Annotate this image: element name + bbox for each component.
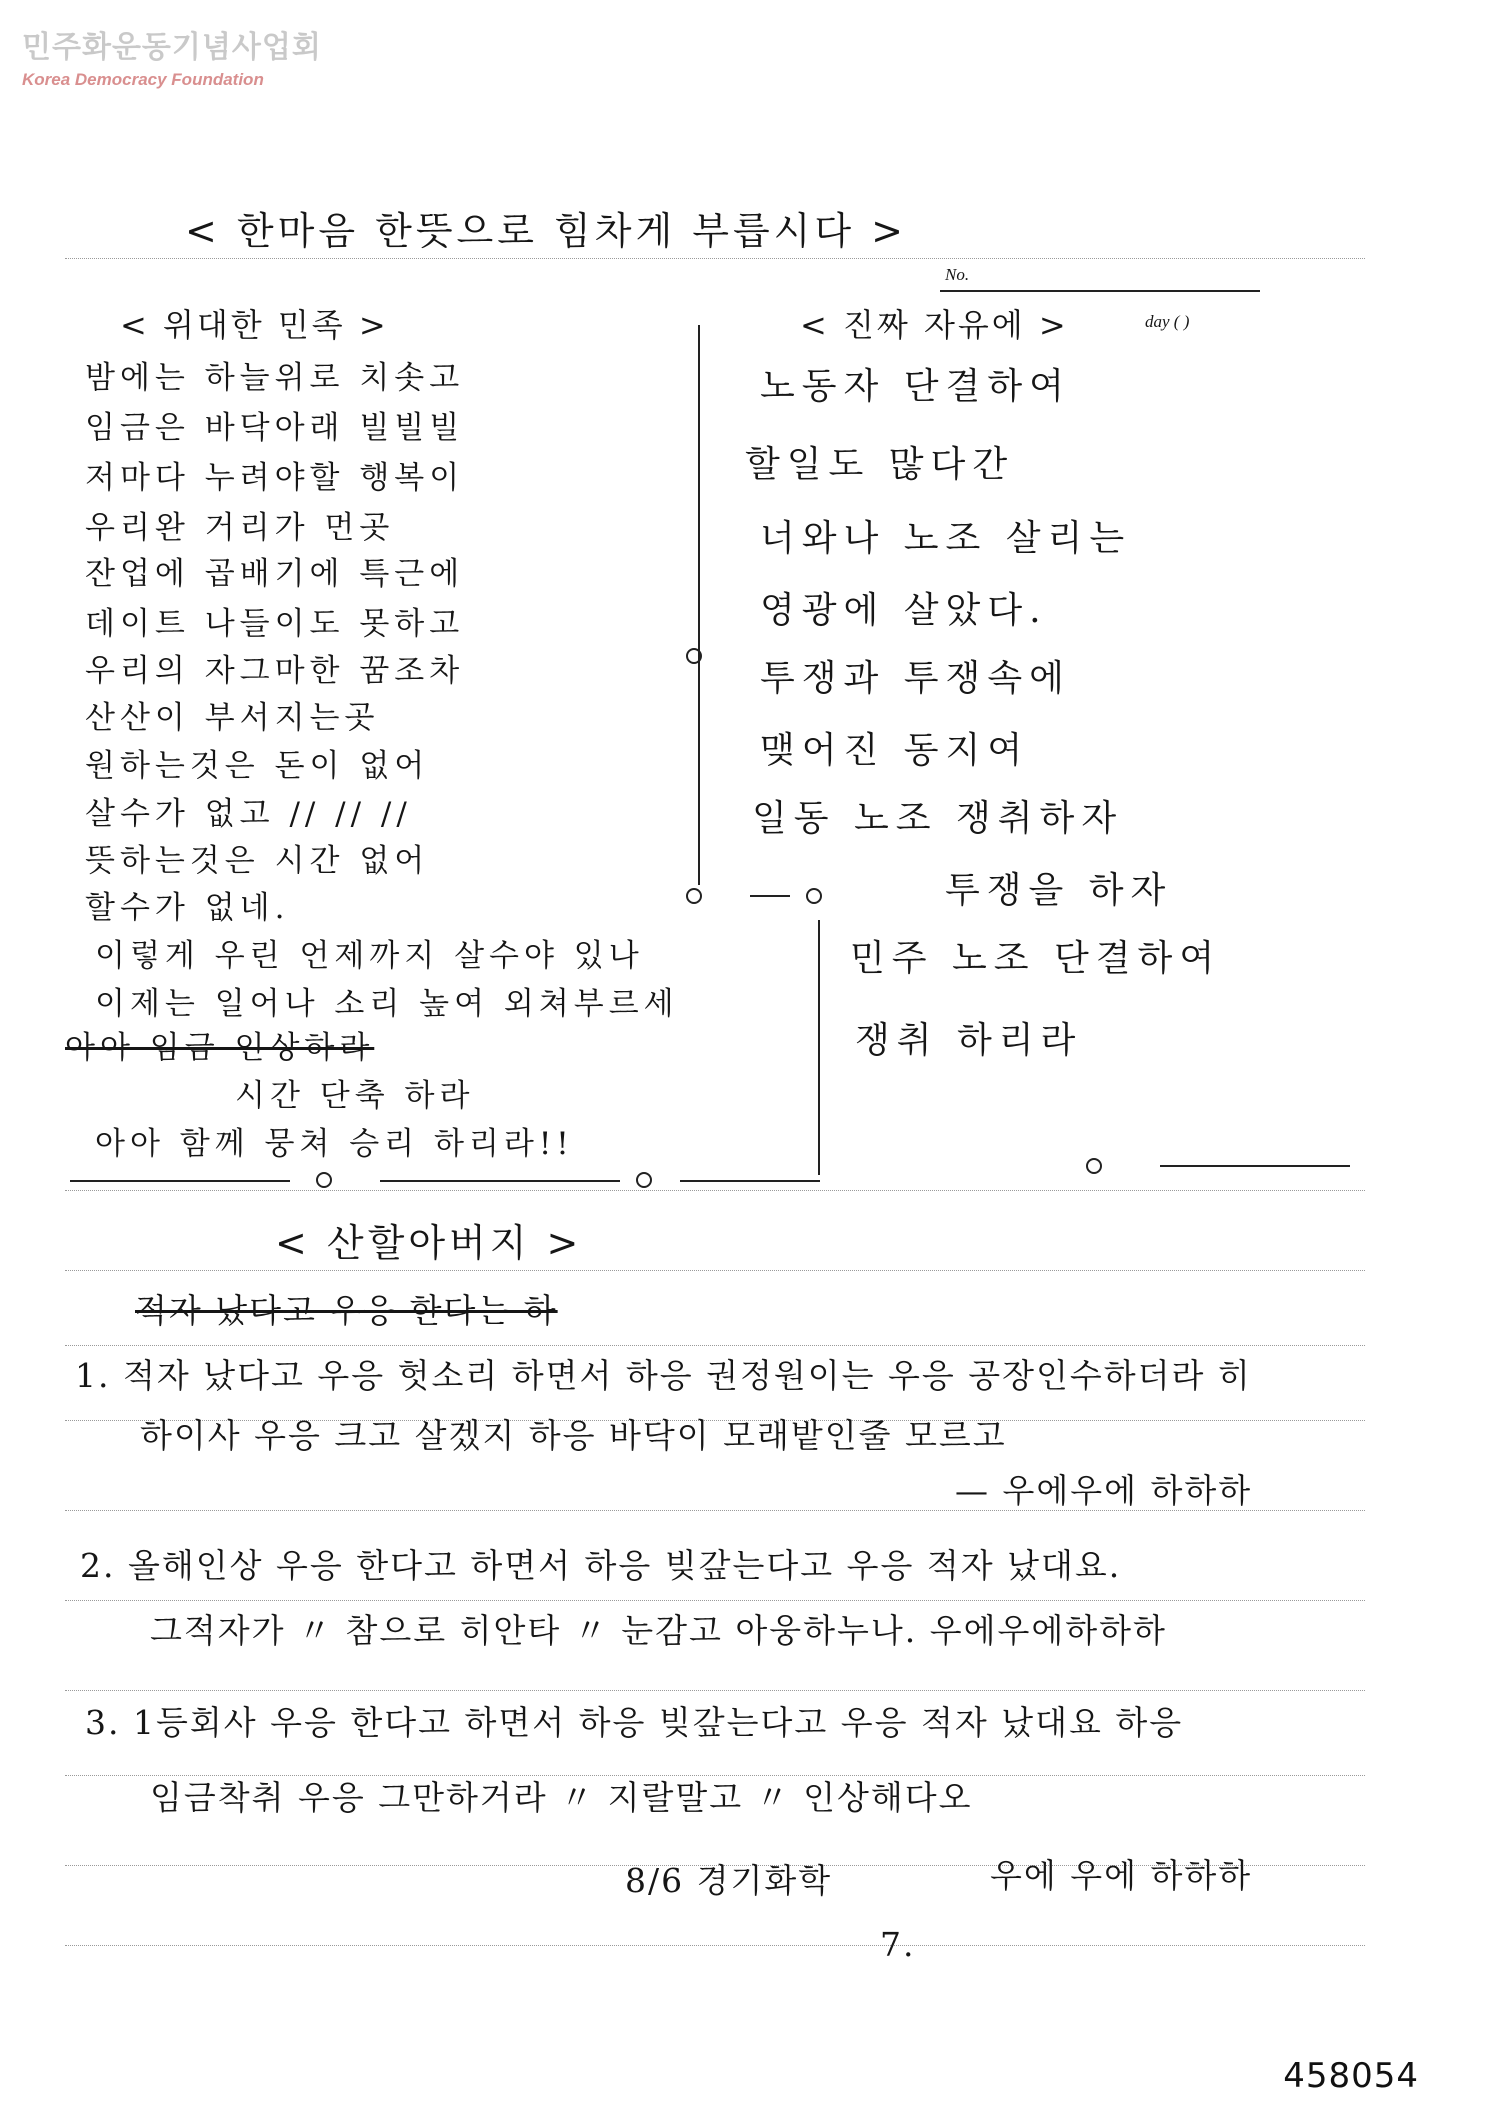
logo-korean-text: 민주화운동기념사업회 [22,30,322,65]
foundation-logo [22,22,322,90]
lyric-line: 저마다 누려야할 행복이 [85,460,465,496]
center-divider [698,325,700,885]
lyric-line: 이제는 일어나 소리 높여 외쳐부르세 [95,986,679,1022]
lyric-line: 투쟁을 하자 [945,870,1173,911]
section-separator [70,1180,290,1182]
verse-line: 그적자가 〃 참으로 히안타 〃 눈감고 아웅하누나. 우에우에하하하 [150,1611,1167,1650]
lyric-line: 우리완 거리가 먼곳 [85,510,395,546]
lyric-line: 원하는것은 돈이 없어 [85,748,430,784]
lyric-line: 산산이 부서지는곳 [85,700,380,736]
divider-dash [750,895,790,897]
section-separator [1160,1165,1350,1167]
lyric-line: 투쟁과 투쟁속에 [760,658,1071,699]
lyric-line: 너와나 노조 살리는 [760,518,1132,559]
section-separator [380,1180,620,1182]
divider-circle-mark [686,888,702,904]
divider-circle-mark [806,888,822,904]
verse-line: — 우에우에 하하하 [955,1471,1253,1510]
ending-refrain: 우에 우에 하하하 [990,1856,1253,1895]
lyric-line: 살수가 없고 // // // [85,796,412,832]
lyric-line: 노동자 단결하여 [760,366,1071,407]
lyric-line: 뜻하는것은 시간 없어 [85,843,430,879]
struck-verse-line: 적자 났다고 우응 한다는 하 [135,1291,558,1330]
verse-line: 임금착취 우응 그만하거라 〃 지랄말고 〃 인상해다오 [150,1778,973,1817]
lyric-line: 할수가 없네. [85,890,290,926]
header-no-mark: No. [945,265,970,284]
bottom-song-title: < 산할아버지 > [275,1221,583,1265]
lyric-line: 민주 노조 단결하여 [850,938,1222,979]
header-rule [940,290,1260,292]
verse-line: 2. 올해인상 우응 한다고 하면서 하응 빚갚는다고 우응 적자 났대요. [80,1546,1122,1585]
lyric-line: 밤에는 하늘위로 치솟고 [85,360,465,396]
logo-english-text: Korea Democracy Foundation [22,70,264,89]
lyric-line: 임금은 바닥아래 빌빌빌 [85,410,465,446]
lyric-line: 이렇게 우린 언제까지 살수야 있나 [95,938,644,974]
lyric-line: 시간 단축 하라 [235,1078,475,1114]
lyric-line: 쟁취 하리라 [855,1020,1083,1061]
separator-circle-mark [316,1172,332,1188]
lyric-line: 우리의 자그마한 꿈조차 [85,653,465,689]
page-mark: 7. [880,1925,916,1964]
verse-line: 하이사 우응 크고 살겠지 하응 바닥이 모래밭인줄 모르고 [140,1416,1007,1455]
separator-circle-mark [636,1172,652,1188]
lyric-line: 잔업에 곱배기에 특근에 [85,556,465,592]
page-title: < 한마음 한뜻으로 힘차게 부릅시다 > [185,209,907,253]
document-number: 458054 [1283,2056,1419,2096]
lyric-line-struck: 아아 임금 인상하라 [65,1030,375,1066]
lyric-line: 일동 노조 쟁취하자 [752,798,1124,839]
verse-line: 1. 적자 났다고 우응 헛소리 하면서 하응 권정원이는 우응 공장인수하더라 히 [75,1356,1252,1395]
header-date-mark: day ( ) [1145,312,1190,331]
lyric-line: 영광에 살았다. [760,590,1048,631]
lyric-line: 맺어진 동지여 [760,730,1030,771]
verse-line: 3. 1등회사 우응 한다고 하면서 하응 빚갚는다고 우응 적자 났대요 하응 [85,1703,1184,1742]
left-song-right-border [818,920,820,1175]
lyric-line: 할일도 많다간 [745,444,1015,485]
signature: 8/6 경기화학 [625,1861,833,1900]
divider-circle-mark [686,648,702,664]
lyric-line: 아아 함께 뭉쳐 승리 하리라!! [95,1126,574,1162]
lyric-line: 데이트 나들이도 못하고 [85,606,465,642]
separator-circle-mark [1086,1158,1102,1174]
right-song-title: < 진짜 자유에 > [800,306,1069,344]
section-separator [680,1180,820,1182]
left-song-title: < 위대한 민족 > [120,306,389,344]
